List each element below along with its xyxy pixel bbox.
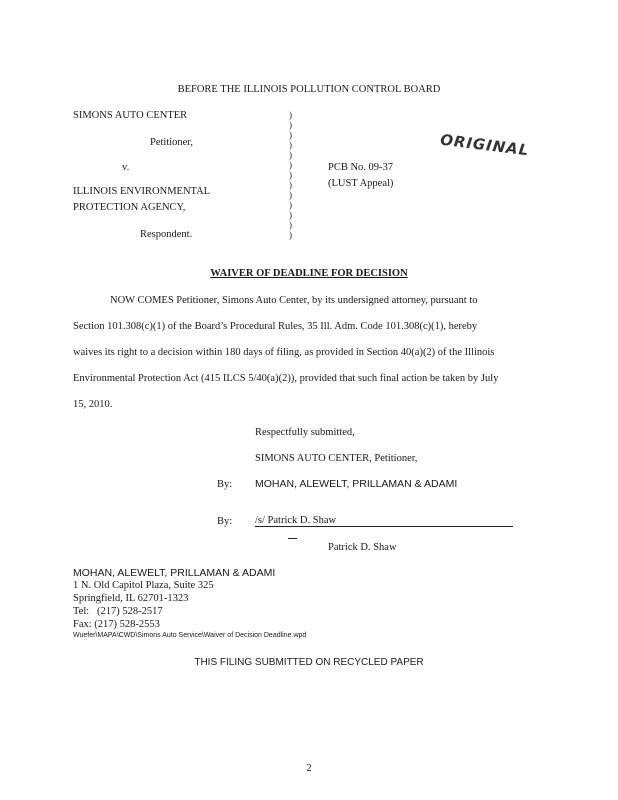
body-line: waives its right to a decision within 180 days of filing, as provided in Section 40(a)(2) of the Illinois — [73, 347, 495, 358]
electronic-signature: /s/ Patrick D. Shaw — [255, 515, 337, 526]
address-street: 1 N. Old Capitol Plaza, Suite 325 — [73, 580, 214, 591]
caption-bracket: ) ) ) ) ) ) ) ) ) ) ) ) ) — [289, 110, 292, 240]
signature-mark — [288, 538, 297, 539]
original-stamp: ORIGINAL — [439, 130, 531, 160]
signer-name: Patrick D. Shaw — [328, 542, 397, 553]
document-title: WAIVER OF DEADLINE FOR DECISION — [210, 268, 408, 279]
body-line: NOW COMES Petitioner, Simons Auto Center, by its undersigned attorney, pursuant to — [110, 295, 478, 306]
respondent-name-line2: PROTECTION AGENCY, — [73, 202, 186, 213]
document-heading: BEFORE THE ILLINOIS POLLUTION CONTROL BOARD — [177, 84, 441, 95]
respondent-name-line1: ILLINOIS ENVIRONMENTAL — [73, 186, 211, 197]
signature-line — [255, 526, 513, 527]
signing-party: SIMONS AUTO CENTER, Petitioner, — [255, 453, 418, 464]
body-line: 15, 2010. — [73, 399, 113, 410]
body-line: Environmental Protection Act (415 ILCS 5/40(a)(2)), provided that such final action be taken by July — [73, 373, 499, 384]
firm-name: MOHAN, ALEWELT, PRILLAMAN & ADAMI — [255, 478, 458, 490]
address-fax: Fax: (217) 528-2553 — [73, 619, 160, 630]
page-number: 2 — [306, 763, 312, 774]
file-path: Wuefer\MAPA\CWD\Simons Auto Service\Waiver of Decision Deadline.wpd — [73, 632, 307, 639]
petitioner-role: Petitioner, — [150, 137, 194, 148]
address-tel: Tel: (217) 528-2517 — [73, 606, 163, 617]
case-type: (LUST Appeal) — [328, 178, 394, 189]
recycled-paper-notice: THIS FILING SUBMITTED ON RECYCLED PAPER — [194, 657, 424, 668]
petitioner-name: SIMONS AUTO CENTER — [73, 110, 188, 121]
case-number: PCB No. 09-37 — [328, 162, 394, 173]
closing: Respectfully submitted, — [255, 427, 355, 438]
address-city: Springfield, IL 62701-1323 — [73, 593, 189, 604]
by-label: By: — [217, 479, 233, 490]
by-label: By: — [217, 516, 233, 527]
respondent-role: Respondent. — [140, 229, 193, 240]
address-firm: MOHAN, ALEWELT, PRILLAMAN & ADAMI — [73, 567, 276, 579]
versus-label: v. — [122, 162, 130, 173]
body-line: Section 101.308(c)(1) of the Board’s Procedural Rules, 35 Ill. Adm. Code 101.308(c)(1), hereby — [73, 321, 478, 332]
